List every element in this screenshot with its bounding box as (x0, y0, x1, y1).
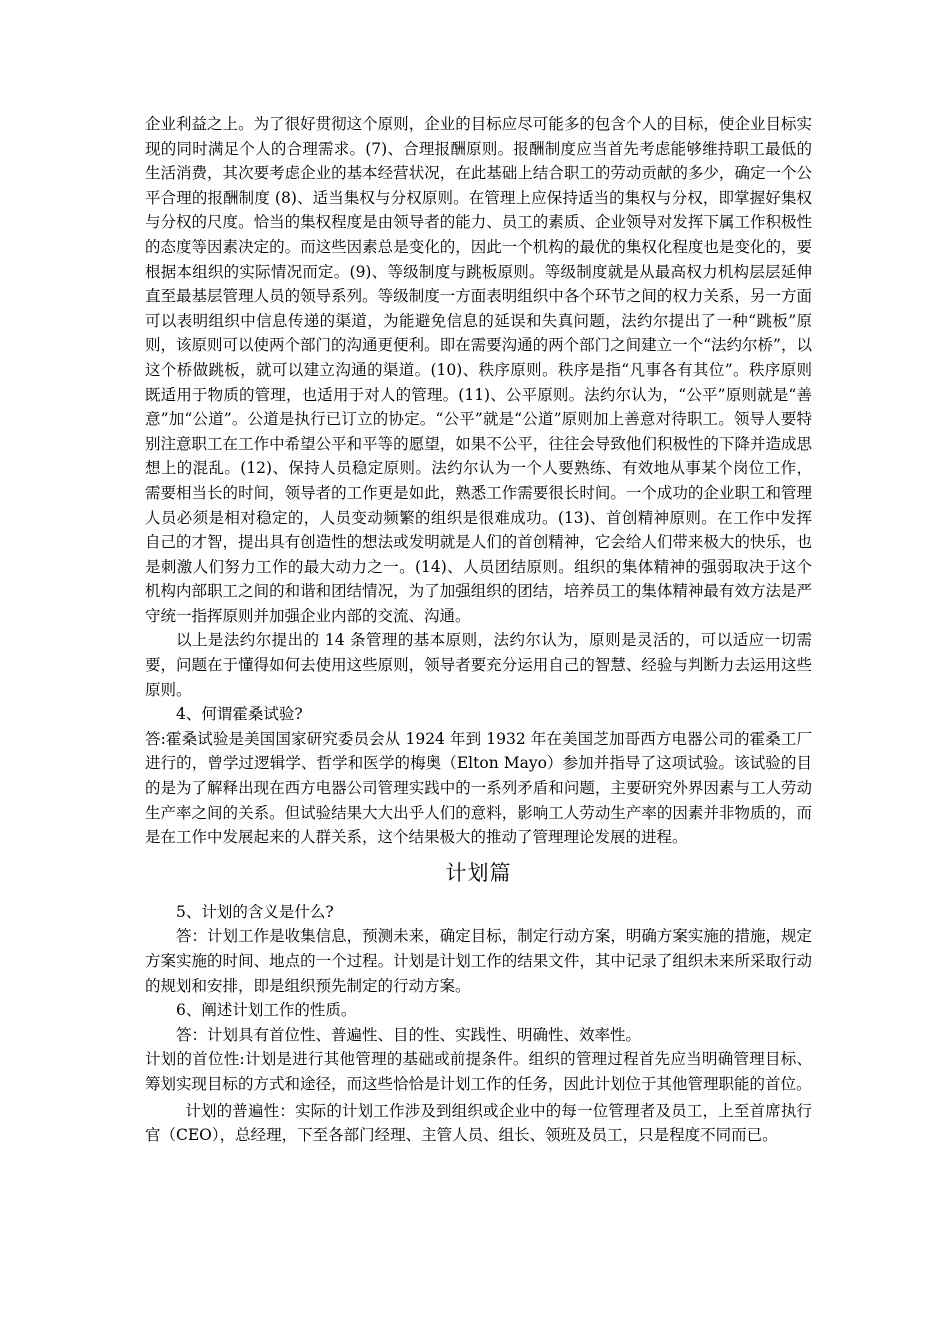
section-title: 计划篇 (445, 860, 512, 885)
answer-6: 答：计划具有首位性、普遍性、目的性、实践性、明确性、效率性。 (176, 1025, 642, 1044)
answer-4: 答:霍桑试验是美国国家研究委员会从 1924 年到 1932 年在美国芝加哥西方电器公司的霍桑工厂进行的，曾学过逻辑学、哲学和医学的梅奥（Elton Mayo）参加并指导了这项试验。该试验的目的是为了解释出现在西方电器公司管理实践中的一系列矛盾和问题，主要研究外界因素与工人劳动生产率之间的关系。但试验结果大大出乎人们的意料，影响工人劳动生产率的因素并非物质的，而是在工作中发展起来的人群关系，这个结果极大的推动了管理理论发展的进程。 (145, 729, 812, 847)
question-4: 4、何谓霍桑试验? (176, 705, 303, 724)
answer-5: 答：计划工作是收集信息，预测未来，确定目标，制定行动方案，明确方案实施的措施，规定方案实施的时间、地点的一个过程。计划是计划工作的结果文件，其中记录了组织未来所采取行动的规划和安排，即是组织预先制定的行动方案。 (145, 927, 812, 995)
paragraph-plan-universality: 计划的普遍性：实际的计划工作涉及到组织或企业中的每一位管理者及员工，上至首席执行官（CEO），总经理，下至各部门经理、主管人员、组长、领班及员工，只是程度不同而已。 (145, 1101, 812, 1145)
paragraph-fayol-principles: 企业利益之上。为了很好贯彻这个原则，企业的目标应尽可能多的包含个人的目标，使企业目标实现的同时满足个人的合理需求。(7)、合理报酬原则。报酬制度应当首先考虑能够维持职工最低的生活消费，其次要考虑企业的基本经营状况，在此基础上结合职工的劳动贡献的多少，确定一个公平合理的报酬制度 (8)、适当集权与分权原则。在管理上应保持适当的集权与分权，即掌握好集权与分权的尺度。恰当的集权程度是由领导者的能力、员工的素质、企业领导对发挥下属工作积极性的态度等因素决定的。而这些因素总是变化的，因此一个机构的最优的集权化程度也是变化的，要根据本组织的实际情况而定。(9)、等级制度与跳板原则。等级制度就是从最高权力机构层层延伸直至最基层管理人员的领导系列。等级制度一方面表明组织中各个环节之间的权力关系，另一方面可以表明组织中信息传递的渠道，为能避免信息的延误和失真问题，法约尔提出了一种“跳板”原则，该原则可以使两个部门的沟通更便利。即在需要沟通的两个部门之间建立一个“法约尔桥”，以这个桥做跳板，就可以建立沟通的渠道。(10)、秩序原则。秩序是指“凡事各有其位”。秩序原则既适用于物质的管理，也适用于对人的管理。(11)、公平原则。法约尔认为，“公平”原则就是“善意”加“公道”。公道是执行已订立的协定。“公平”就是“公道”原则加上善意对待职工。领导人要特别注意职工在工作中希望公平和平等的愿望，如果不公平，往往会导致他们积极性的下降并造成思想上的混乱。(12)、保持人员稳定原则。法约尔认为一个人要熟练、有效地从事某个岗位工作，需要相当长的时间，领导者的工作更是如此，熟悉工作需要很长时间。一个成功的企业职工和管理人员必须是相对稳定的，人员变动频繁的组织是很难成功。(13)、首创精神原则。在工作中发挥自己的才智，提出具有创造性的想法或发明就是人们的首创精神，它会给人们带来极大的快乐，也是刺激人们努力工作的最大动力之一。(14)、人员团结原则。组织的集体精神的强弱取决于这个机构内部职工之间的和谐和团结情况，为了加强组织的团结，培养员工的集体精神最有效方法是严守统一指挥原则并加强企业内部的交流、沟通。 (145, 115, 812, 625)
paragraph-principles-summary: 以上是法约尔提出的 14 条管理的基本原则，法约尔认为，原则是灵活的，可以适应一切需要，问题在于懂得如何去使用这些原则，领导者要充分运用自己的智慧、经验与判断力去运用这些原则。 (145, 631, 812, 699)
document-page (145, 112, 812, 1148)
paragraph-plan-primacy: 计划的首位性:计划是进行其他管理的基础或前提条件。组织的管理过程首先应当明确管理目标、筹划实现目标的方式和途径，而这些恰恰是计划工作的任务，因此计划位于其他管理职能的首位。 (145, 1050, 812, 1093)
question-5: 5、计划的含义是什么? (176, 902, 334, 921)
question-6: 6、阐述计划工作的性质。 (176, 1001, 357, 1020)
